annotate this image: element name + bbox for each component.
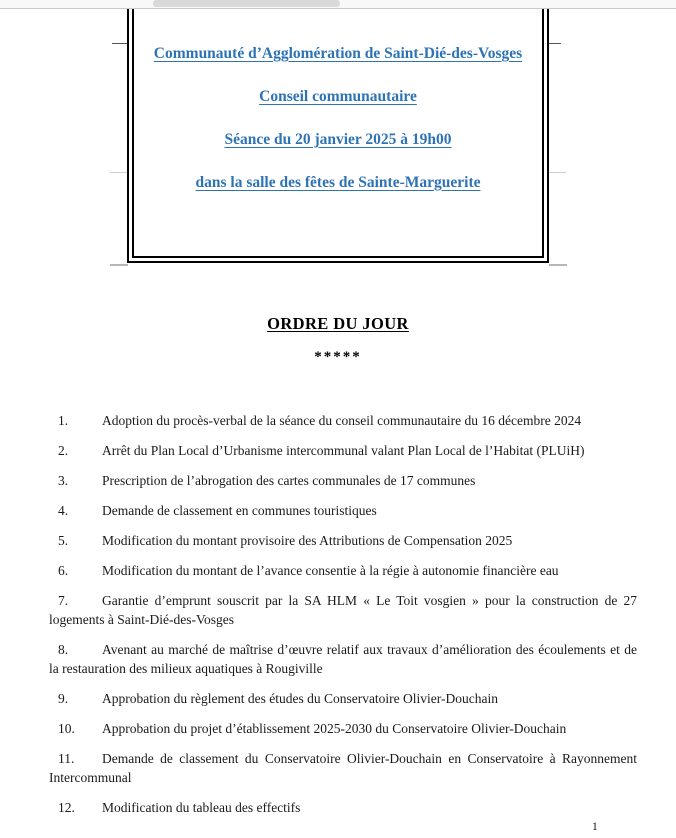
scrollbar-thumb[interactable] — [153, 0, 340, 7]
agenda-item-7 — [49, 591, 637, 629]
agenda-item-text: Avenant au marché de maîtrise d’œuvre relatif aux travaux d’amélioration des écoulements et de la restauration des milieux aquatiques à Rougiville — [49, 642, 637, 676]
agenda-item-8 — [49, 640, 637, 678]
agenda-item-1 — [49, 411, 637, 430]
agenda-item-number: 1. — [58, 413, 69, 428]
agenda-item-text: Demande de classement du Conservatoire Olivier-Douchain en Conservatoire à Rayonnement Intercommunal — [49, 751, 637, 785]
agenda-item-4 — [49, 501, 637, 520]
agenda-item-text: Prescription de l’abrogation des cartes communales de 17 communes — [102, 473, 476, 488]
header-line-council: Conseil communautaire — [259, 87, 417, 105]
gridline-artifact — [112, 43, 127, 44]
agenda-item-number: 10. — [58, 721, 75, 736]
gridline-artifact — [549, 264, 567, 266]
agenda-item-text: Adoption du procès-verbal de la séance du conseil communautaire du 16 décembre 2024 — [102, 413, 582, 428]
agenda-title: ORDRE DU JOUR — [267, 314, 409, 333]
agenda-item-number: 5. — [58, 533, 69, 548]
gridline-artifact — [110, 264, 128, 266]
viewer-top-strip — [0, 0, 676, 9]
agenda-separator-stars: ***** — [314, 349, 362, 365]
gridline-artifact — [549, 43, 561, 44]
agenda-item-text: Garantie d’emprunt souscrit par la SA HLM « Le Toit vosgien » pour la construction de 27 logements à Saint-Dié-des-Vosges — [49, 593, 637, 627]
header-line-organization: Communauté d’Agglomération de Saint-Dié-des-Vosges — [153, 44, 523, 62]
agenda-item-9 — [49, 689, 637, 708]
agenda-item-text: Approbation du projet d’établissement 2025-2030 du Conservatoire Olivier-Douchain — [102, 721, 567, 736]
agenda-list — [49, 411, 637, 828]
agenda-item-number: 4. — [58, 503, 69, 518]
agenda-item-text: Approbation du règlement des études du Conservatoire Olivier-Douchain — [102, 691, 498, 706]
agenda-item-text: Modification du montant provisoire des Attributions de Compensation 2025 — [102, 533, 513, 548]
gridline-artifact — [549, 172, 566, 173]
header-line-location: dans la salle des fêtes de Sainte-Marguerite — [195, 173, 481, 191]
agenda-item-5 — [49, 531, 637, 550]
agenda-item-6 — [49, 561, 637, 580]
agenda-item-2 — [49, 441, 637, 460]
page-number: 1 — [592, 821, 598, 833]
agenda-item-3 — [49, 471, 637, 490]
agenda-item-text: Arrêt du Plan Local d’Urbanisme intercommunal valant Plan Local de l’Habitat (PLUiH) — [102, 443, 585, 458]
agenda-item-10 — [49, 719, 637, 738]
agenda-item-number: 3. — [58, 473, 69, 488]
agenda-item-number: 6. — [58, 563, 69, 578]
agenda-item-number: 7. — [58, 593, 69, 608]
header-line-session-date: Séance du 20 janvier 2025 à 19h00 — [224, 130, 452, 148]
agenda-item-number: 9. — [58, 691, 69, 706]
agenda-item-number: 11. — [58, 751, 75, 766]
agenda-item-number: 8. — [58, 642, 69, 657]
gridline-artifact — [110, 172, 127, 173]
meeting-header-box — [127, 0, 549, 263]
agenda-item-text: Modification du tableau des effectifs — [102, 800, 301, 815]
agenda-item-number: 2. — [58, 443, 69, 458]
agenda-item-12 — [49, 798, 637, 817]
agenda-item-text: Demande de classement en communes touristiques — [102, 503, 377, 518]
agenda-item-number: 12. — [58, 800, 75, 815]
agenda-item-text: Modification du montant de l’avance consentie à la régie à autonomie financière eau — [102, 563, 559, 578]
agenda-item-11 — [49, 749, 637, 787]
